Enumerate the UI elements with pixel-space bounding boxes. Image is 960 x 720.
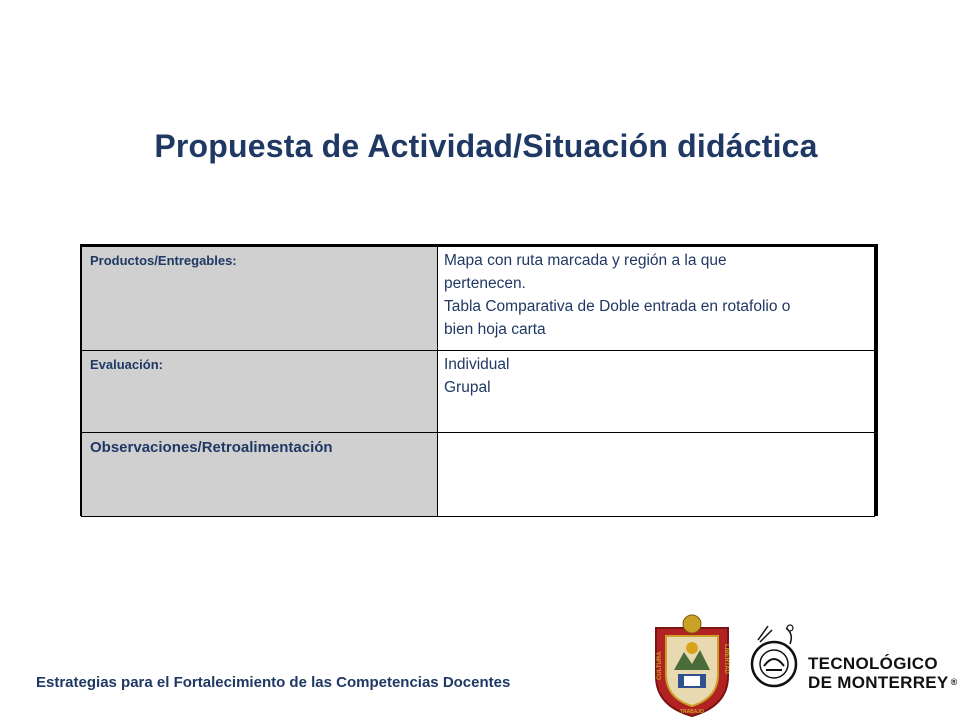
- tec-wordmark: [808, 654, 958, 692]
- slide-title: Propuesta de Actividad/Situación didáctica: [154, 128, 818, 164]
- tec-wordmark-line-2-text: DE MONTERREY: [808, 673, 949, 692]
- value-products: [438, 247, 875, 351]
- products-line-3: Tabla Comparativa de Doble entrada en rotafolio o: [444, 298, 791, 315]
- products-line-1: Mapa con ruta marcada y región a la que: [444, 252, 727, 269]
- tec-wordmark-line-1: TECNOLÓGICO: [808, 654, 938, 673]
- table-row: [82, 351, 875, 433]
- seal-text-bottom: TRABAJO: [679, 709, 705, 715]
- value-observations: [438, 433, 875, 517]
- label-evaluation: Evaluación:: [82, 351, 438, 433]
- tec-emblem-logo: [744, 620, 806, 696]
- table-row: [82, 247, 875, 351]
- products-line-2: pertenecen.: [444, 275, 526, 292]
- seal-text-right: LIBERTAD: [723, 644, 729, 674]
- label-observations: Observaciones/Retroalimentación: [82, 433, 438, 517]
- evaluation-line-2: Grupal: [444, 379, 491, 396]
- evaluation-line-1: Individual: [444, 356, 510, 373]
- registered-mark: ®: [950, 677, 958, 687]
- seal-text-left: CULTURA: [657, 651, 663, 680]
- table-row: [82, 433, 875, 517]
- activity-table: [80, 244, 878, 516]
- tec-wordmark-line-2: [808, 673, 958, 692]
- coat-of-arms-logo: [648, 614, 736, 718]
- value-evaluation: [438, 351, 875, 433]
- products-line-4: bien hoja carta: [444, 321, 546, 338]
- label-products: Productos/Entregables:: [82, 247, 438, 351]
- info-table: [81, 246, 875, 517]
- footer-text: Estrategias para el Fortalecimiento de las Competencias Docentes: [36, 674, 511, 691]
